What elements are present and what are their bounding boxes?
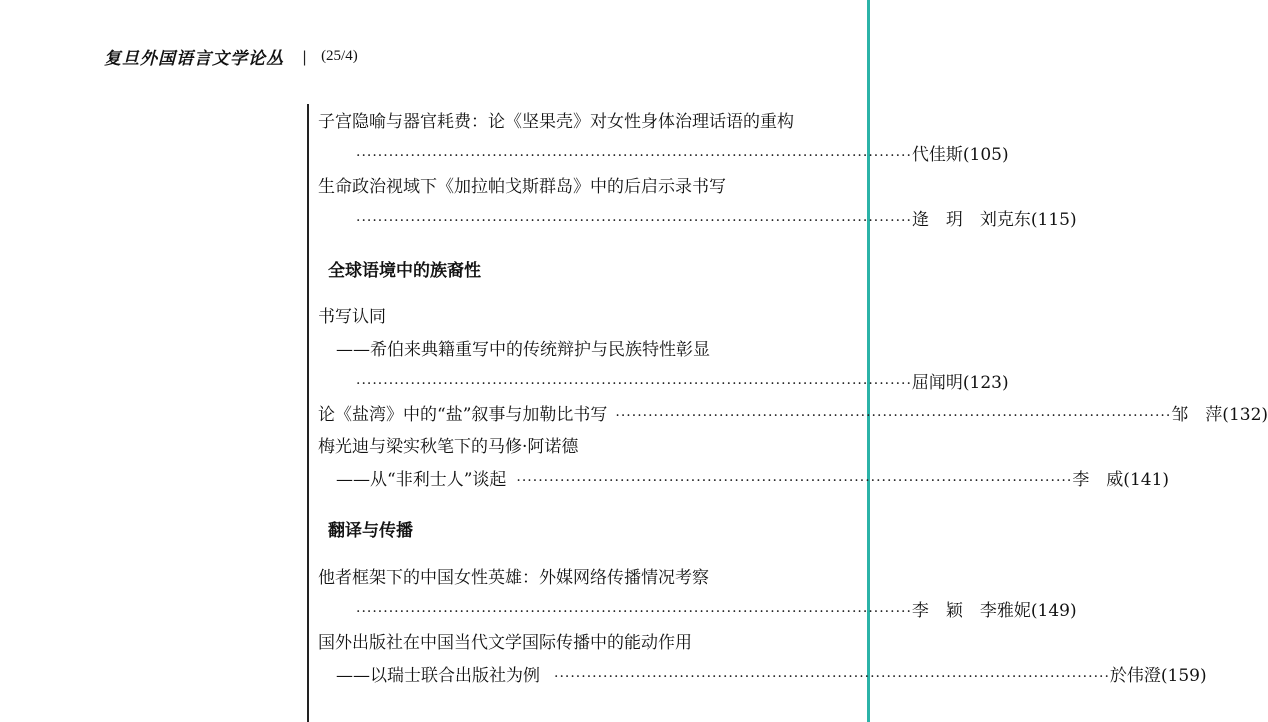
author-page: 逄 玥 刘克东(115) [911, 210, 1077, 230]
section-heading: 翻译与传播 [328, 521, 413, 541]
author-page: 邹 萍(132) [1171, 405, 1268, 425]
dot-leader: ······································································································ [516, 473, 1073, 489]
toc-entry-title[interactable] [318, 302, 858, 330]
article-title: 他者框架下的中国女性英雄：外媒网络传播情况考察 [318, 568, 709, 588]
running-header [104, 44, 358, 69]
toc-entry-subtitle [336, 465, 1170, 493]
toc-entry-title[interactable] [318, 563, 858, 591]
dot-leader: ······································································································ [554, 669, 1110, 685]
author-page: 李 威(141) [1072, 470, 1170, 490]
dot-leader: ······································································································ [356, 604, 912, 620]
toc-entry-title[interactable] [318, 172, 858, 200]
article-title: 生命政治视域下《加拉帕戈斯群岛》中的后启示录书写 [318, 177, 726, 197]
author-page: 代佳斯(105) [911, 145, 1009, 165]
article-subtitle: ——以瑞士联合出版社为例 [336, 666, 540, 686]
dot-leader: ······································································································ [615, 408, 1172, 424]
toc-entry-title[interactable] [318, 432, 858, 460]
author-page: 於伟澄(159) [1109, 666, 1207, 686]
toc-entry-title[interactable] [318, 400, 1268, 428]
article-subtitle: ——希伯来典籍重写中的传统辩护与民族特性彰显 [336, 340, 710, 360]
toc-entry-leader [356, 368, 1009, 396]
toc-entry-title[interactable] [318, 628, 858, 656]
toc-entry-leader [356, 205, 1077, 233]
toc-entry-leader [356, 596, 1077, 624]
author-page: 李 颖 李雅妮(149) [911, 601, 1077, 621]
header-separator: | [302, 47, 308, 66]
section-heading: 全球语境中的族裔性 [328, 261, 481, 281]
toc-entry-subtitle [336, 661, 1207, 689]
journal-title: 复旦外国语言文学论丛 [104, 49, 284, 69]
article-title: 梅光迪与梁实秋笔下的马修·阿诺德 [318, 437, 579, 457]
article-subtitle: ——从“非利士人”谈起 [336, 470, 507, 490]
article-title: 国外出版社在中国当代文学国际传播中的能动作用 [318, 633, 692, 653]
issue-number: (25/4) [321, 48, 358, 64]
article-title: 书写认同 [318, 307, 386, 327]
vertical-rule [307, 104, 309, 722]
article-title: 子宫隐喻与器官耗费：论《坚果壳》对女性身体治理话语的重构 [318, 112, 794, 132]
toc-entry-subtitle [318, 335, 858, 363]
toc-entry-leader [356, 140, 1009, 168]
dot-leader: ······································································································ [356, 148, 912, 164]
dot-leader: ······································································································ [356, 376, 912, 392]
toc-entry-title[interactable] [318, 107, 858, 135]
dot-leader: ······································································································ [356, 213, 912, 229]
author-page: 屈闻明(123) [911, 373, 1009, 393]
article-title: 论《盐湾》中的“盐”叙事与加勒比书写 [318, 405, 608, 425]
